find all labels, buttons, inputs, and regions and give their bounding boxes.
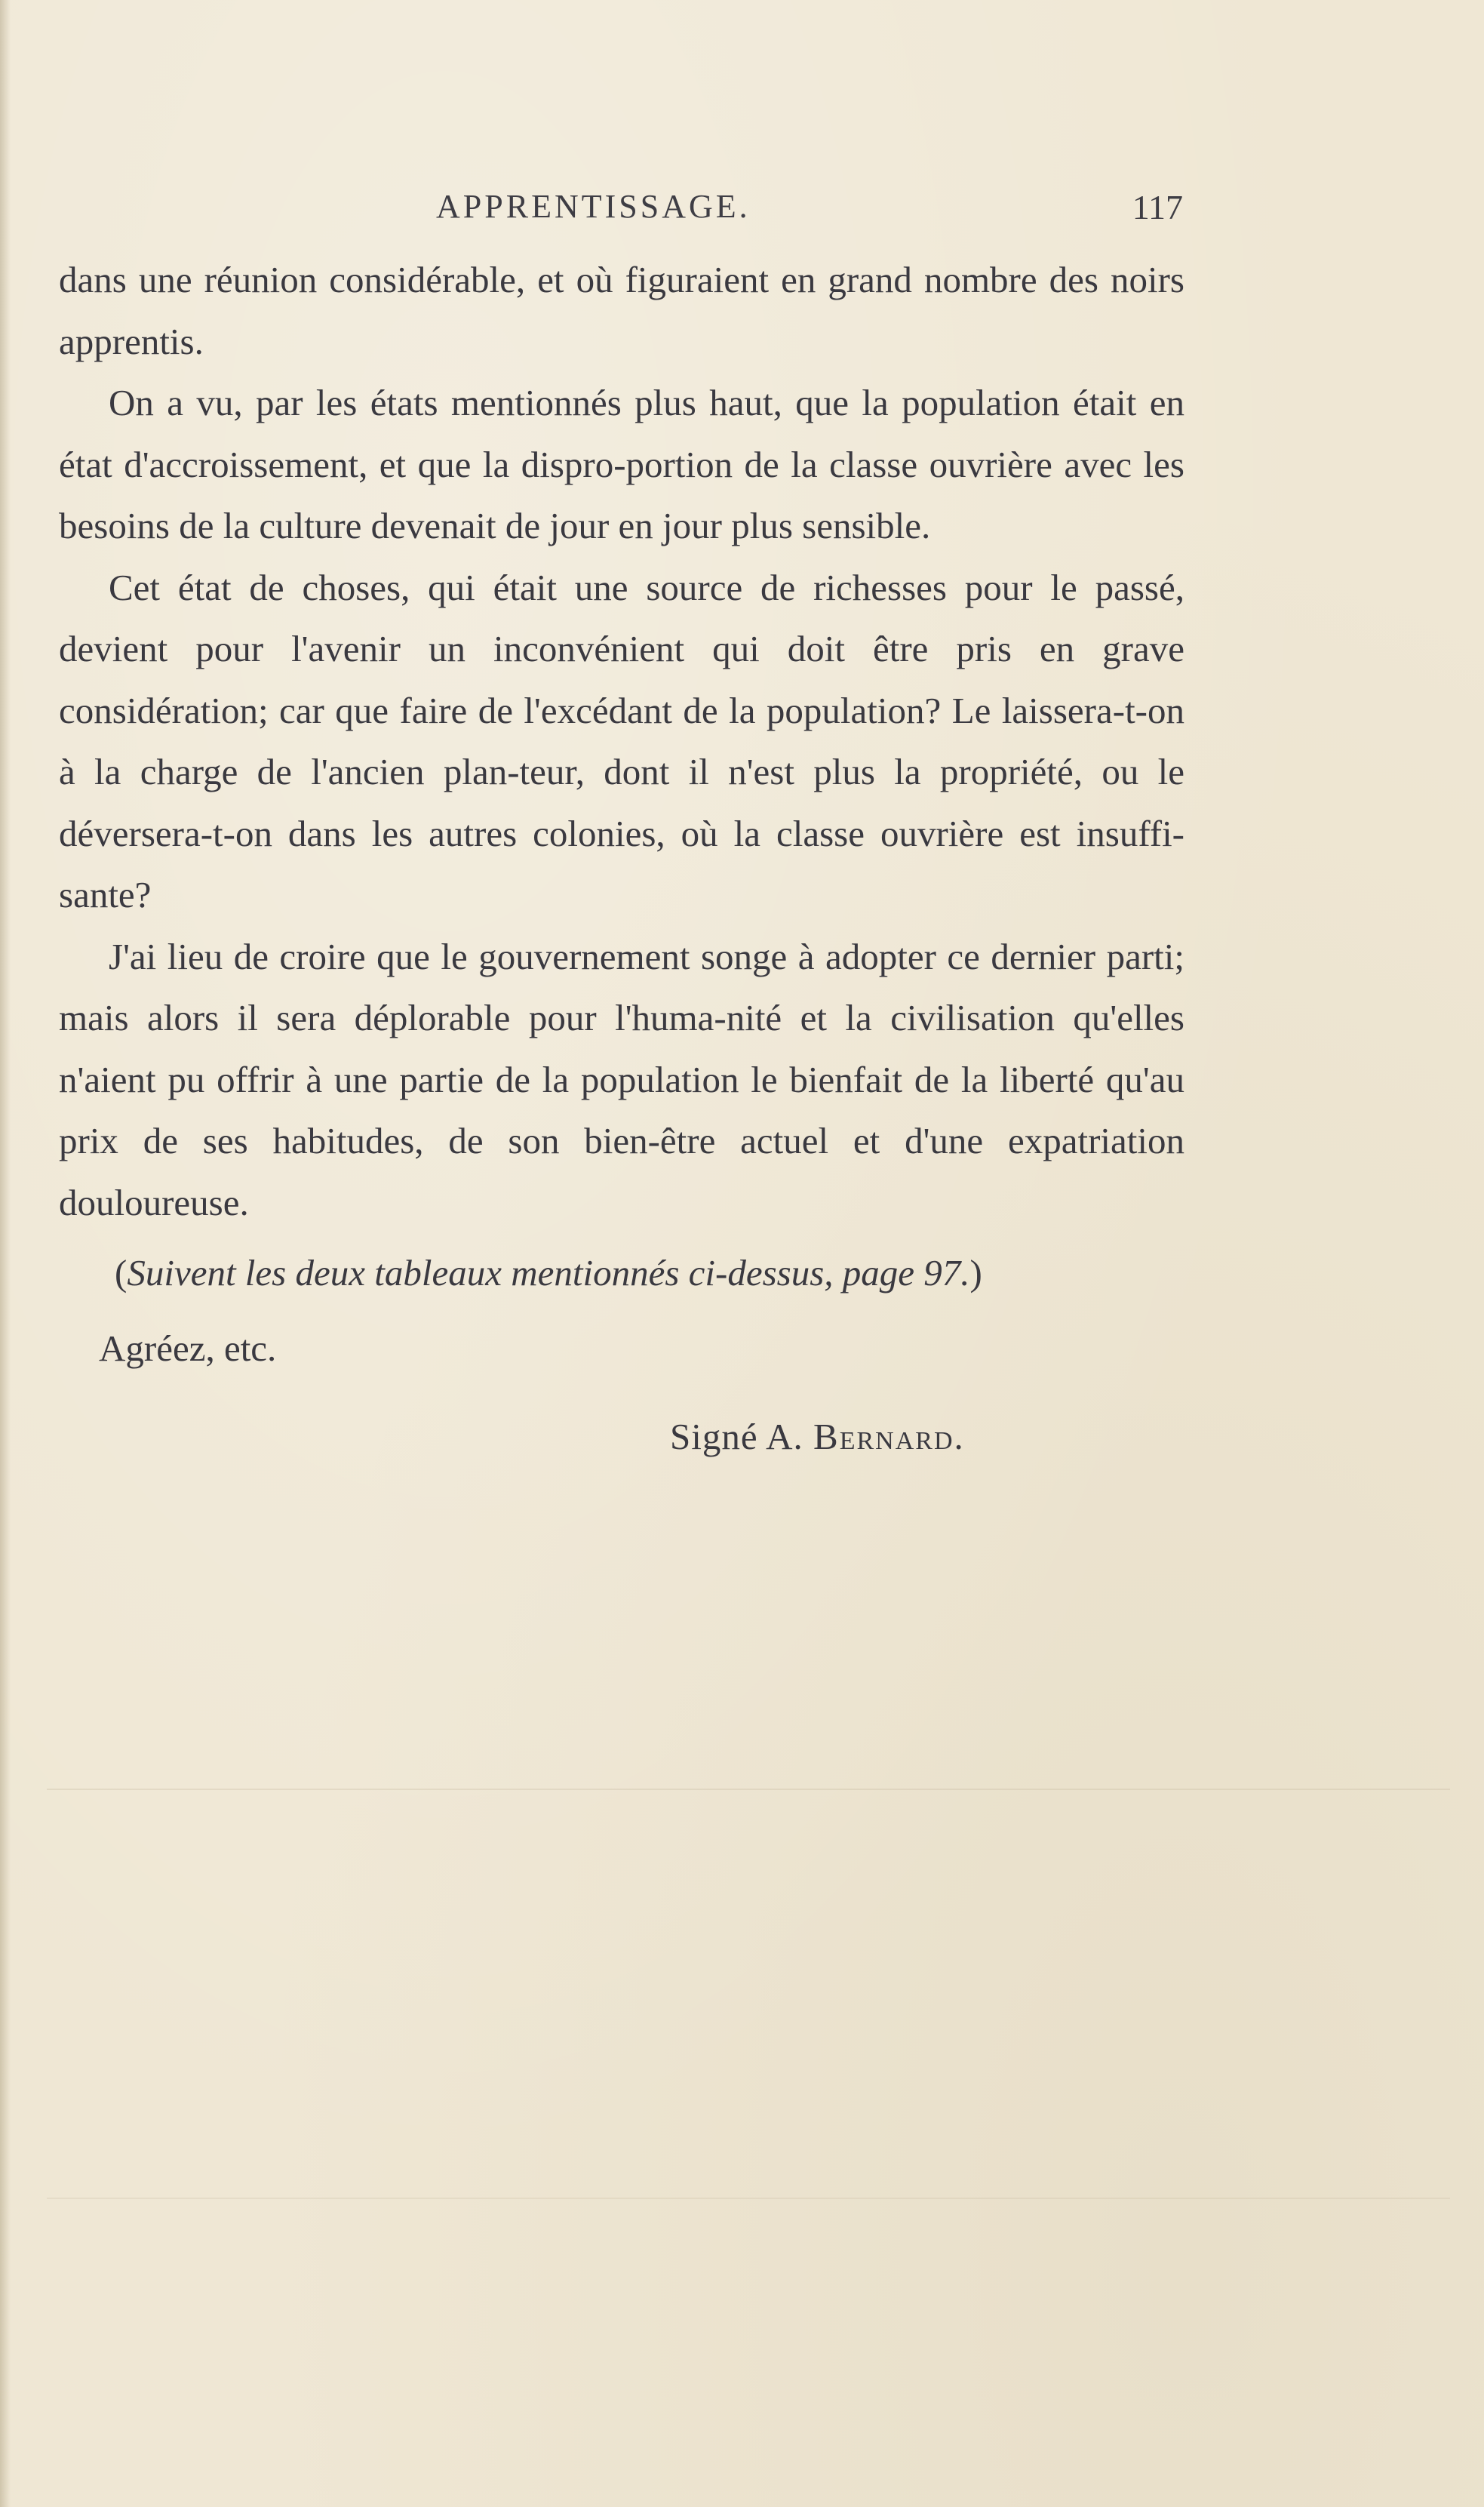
note-text: Suivent les deux tableaux mentionnés ci-dessus, page 97. bbox=[127, 1252, 970, 1293]
signature bbox=[59, 1406, 1184, 1468]
body-text bbox=[59, 249, 1184, 1468]
running-head: APPRENTISSAGE. bbox=[436, 188, 751, 225]
page-number: 117 bbox=[1132, 188, 1183, 226]
signature-prefix: Signé A. bbox=[670, 1416, 814, 1457]
signature-name: Bernard. bbox=[813, 1416, 965, 1457]
paragraph-government: J'ai lieu de croire que le gouvernement songe à adopter ce dernier parti; mais alors il sera déplorable pour l'huma-nité et la civilisation qu'elles n'aient pu offrir à une partie de la population le bienfait de la liberté qu'au prix de ses habitudes, de son bien-être actuel et d'une expatriation douloureuse. bbox=[59, 935, 1184, 1223]
editorial-note bbox=[59, 1242, 1184, 1304]
page-header bbox=[59, 187, 1183, 240]
note-close-paren: ) bbox=[969, 1252, 982, 1293]
faint-offset-impression bbox=[47, 1789, 1450, 2199]
closing-formula: Agréez, etc. bbox=[99, 1327, 277, 1369]
paragraph-continuation: dans une réunion considérable, et où figuraient en grand nombre des noirs apprentis. bbox=[59, 259, 1184, 362]
note-open-paren: ( bbox=[115, 1252, 128, 1293]
paragraph-state-of-things: Cet état de choses, qui était une source de richesses pour le passé, devient pour l'avenir un inconvénient qui doit être pris en grave considération; car que faire de l'excédant de la population? Le laissera-t-on à la charge de l'ancien plan-teur, dont il n'est plus la propriété, ou le déversera-t-on dans les autres colonies, où la classe ouvrière est insuffi-sante? bbox=[59, 566, 1184, 915]
page-edge-shadow bbox=[0, 0, 11, 2507]
paragraph-population: On a vu, par les états mentionnés plus haut, que la population était en état d'accroissement, et que la dispro-portion de la classe ouvrière avec les besoins de la culture devenait de jour en jour plus sensible. bbox=[59, 382, 1184, 546]
